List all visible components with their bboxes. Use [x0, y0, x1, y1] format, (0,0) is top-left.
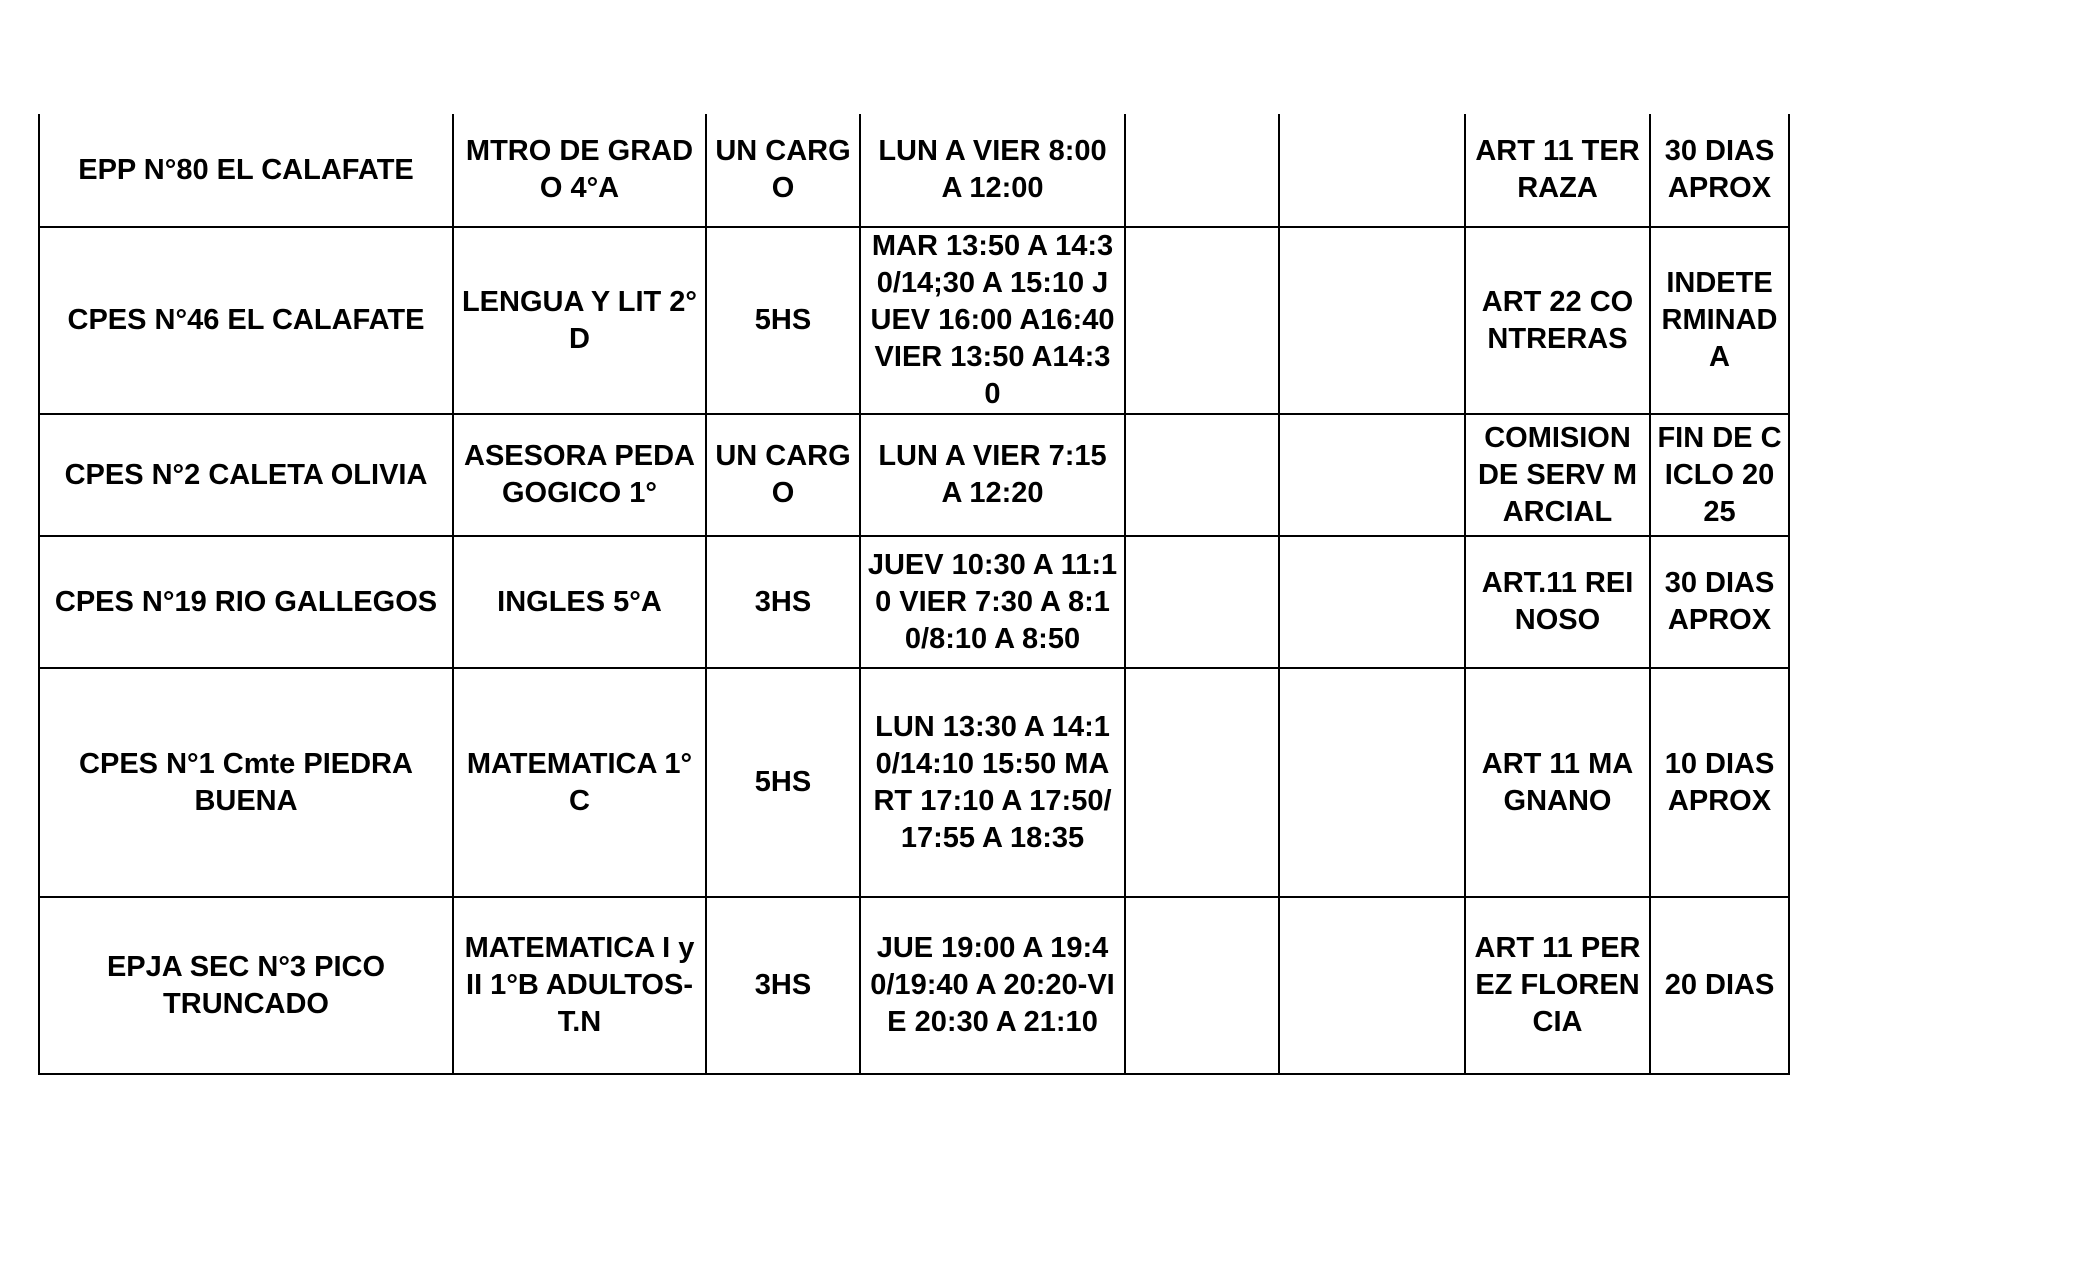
load-cell: 3HS [706, 897, 860, 1074]
school-cell: CPES N°1 Cmte PIEDRA BUENA [39, 668, 453, 897]
schedule-cell: LUN A VIER 8:00 A 12:00 [860, 114, 1125, 227]
table-row [39, 114, 1789, 227]
subject-cell: MTRO DE GRADO 4°A [453, 114, 706, 227]
schedule-cell: MAR 13:50 A 14:30/14;30 A 15:10 JUEV 16:00 A16:40 VIER 13:50 A14:30 [860, 227, 1125, 414]
reason-cell: ART 11 MAGNANO [1465, 668, 1650, 897]
school-cell: EPJA SEC N°3 PICO TRUNCADO [39, 897, 453, 1074]
load-cell: UN CARGO [706, 114, 860, 227]
duration-cell: 10 DIAS APROX [1650, 668, 1789, 897]
school-cell: CPES N°46 EL CALAFATE [39, 227, 453, 414]
subject-cell: LENGUA Y LIT 2°D [453, 227, 706, 414]
empty-cell [1125, 414, 1279, 536]
subject-cell: ASESORA PEDAGOGICO 1° [453, 414, 706, 536]
table-row [39, 668, 1789, 897]
subject-cell: MATEMATICA 1° C [453, 668, 706, 897]
assignments-table [38, 114, 1790, 1075]
empty-cell [1279, 414, 1465, 536]
reason-cell: ART 11 PEREZ FLORENCIA [1465, 897, 1650, 1074]
duration-cell: 30 DIAS APROX [1650, 536, 1789, 668]
schedule-cell: JUEV 10:30 A 11:10 VIER 7:30 A 8:10/8:10 A 8:50 [860, 536, 1125, 668]
reason-cell: COMISION DE SERV MARCIAL [1465, 414, 1650, 536]
table-row [39, 897, 1789, 1074]
subject-cell: INGLES 5°A [453, 536, 706, 668]
empty-cell [1125, 227, 1279, 414]
school-cell: EPP N°80 EL CALAFATE [39, 114, 453, 227]
duration-cell: 20 DIAS [1650, 897, 1789, 1074]
empty-cell [1279, 114, 1465, 227]
empty-cell [1125, 536, 1279, 668]
empty-cell [1125, 897, 1279, 1074]
empty-cell [1125, 668, 1279, 897]
school-cell: CPES N°2 CALETA OLIVIA [39, 414, 453, 536]
table-row [39, 227, 1789, 414]
school-cell: CPES N°19 RIO GALLEGOS [39, 536, 453, 668]
duration-cell: INDETERMINADA [1650, 227, 1789, 414]
empty-cell [1279, 536, 1465, 668]
reason-cell: ART.11 REINOSO [1465, 536, 1650, 668]
table-row [39, 414, 1789, 536]
subject-cell: MATEMATICA I y II 1°B ADULTOS-T.N [453, 897, 706, 1074]
load-cell: 5HS [706, 227, 860, 414]
empty-cell [1279, 897, 1465, 1074]
schedule-cell: LUN 13:30 A 14:10/14:10 15:50 MART 17:10 A 17:50/17:55 A 18:35 [860, 668, 1125, 897]
table-row [39, 536, 1789, 668]
load-cell: 5HS [706, 668, 860, 897]
reason-cell: ART 11 TERRAZA [1465, 114, 1650, 227]
load-cell: UN CARGO [706, 414, 860, 536]
load-cell: 3HS [706, 536, 860, 668]
empty-cell [1279, 668, 1465, 897]
reason-cell: ART 22 CONTRERAS [1465, 227, 1650, 414]
schedule-cell: JUE 19:00 A 19:40/19:40 A 20:20-VIE 20:30 A 21:10 [860, 897, 1125, 1074]
empty-cell [1279, 227, 1465, 414]
empty-cell [1125, 114, 1279, 227]
duration-cell: FIN DE CICLO 2025 [1650, 414, 1789, 536]
schedule-cell: LUN A VIER 7:15 A 12:20 [860, 414, 1125, 536]
duration-cell: 30 DIAS APROX [1650, 114, 1789, 227]
